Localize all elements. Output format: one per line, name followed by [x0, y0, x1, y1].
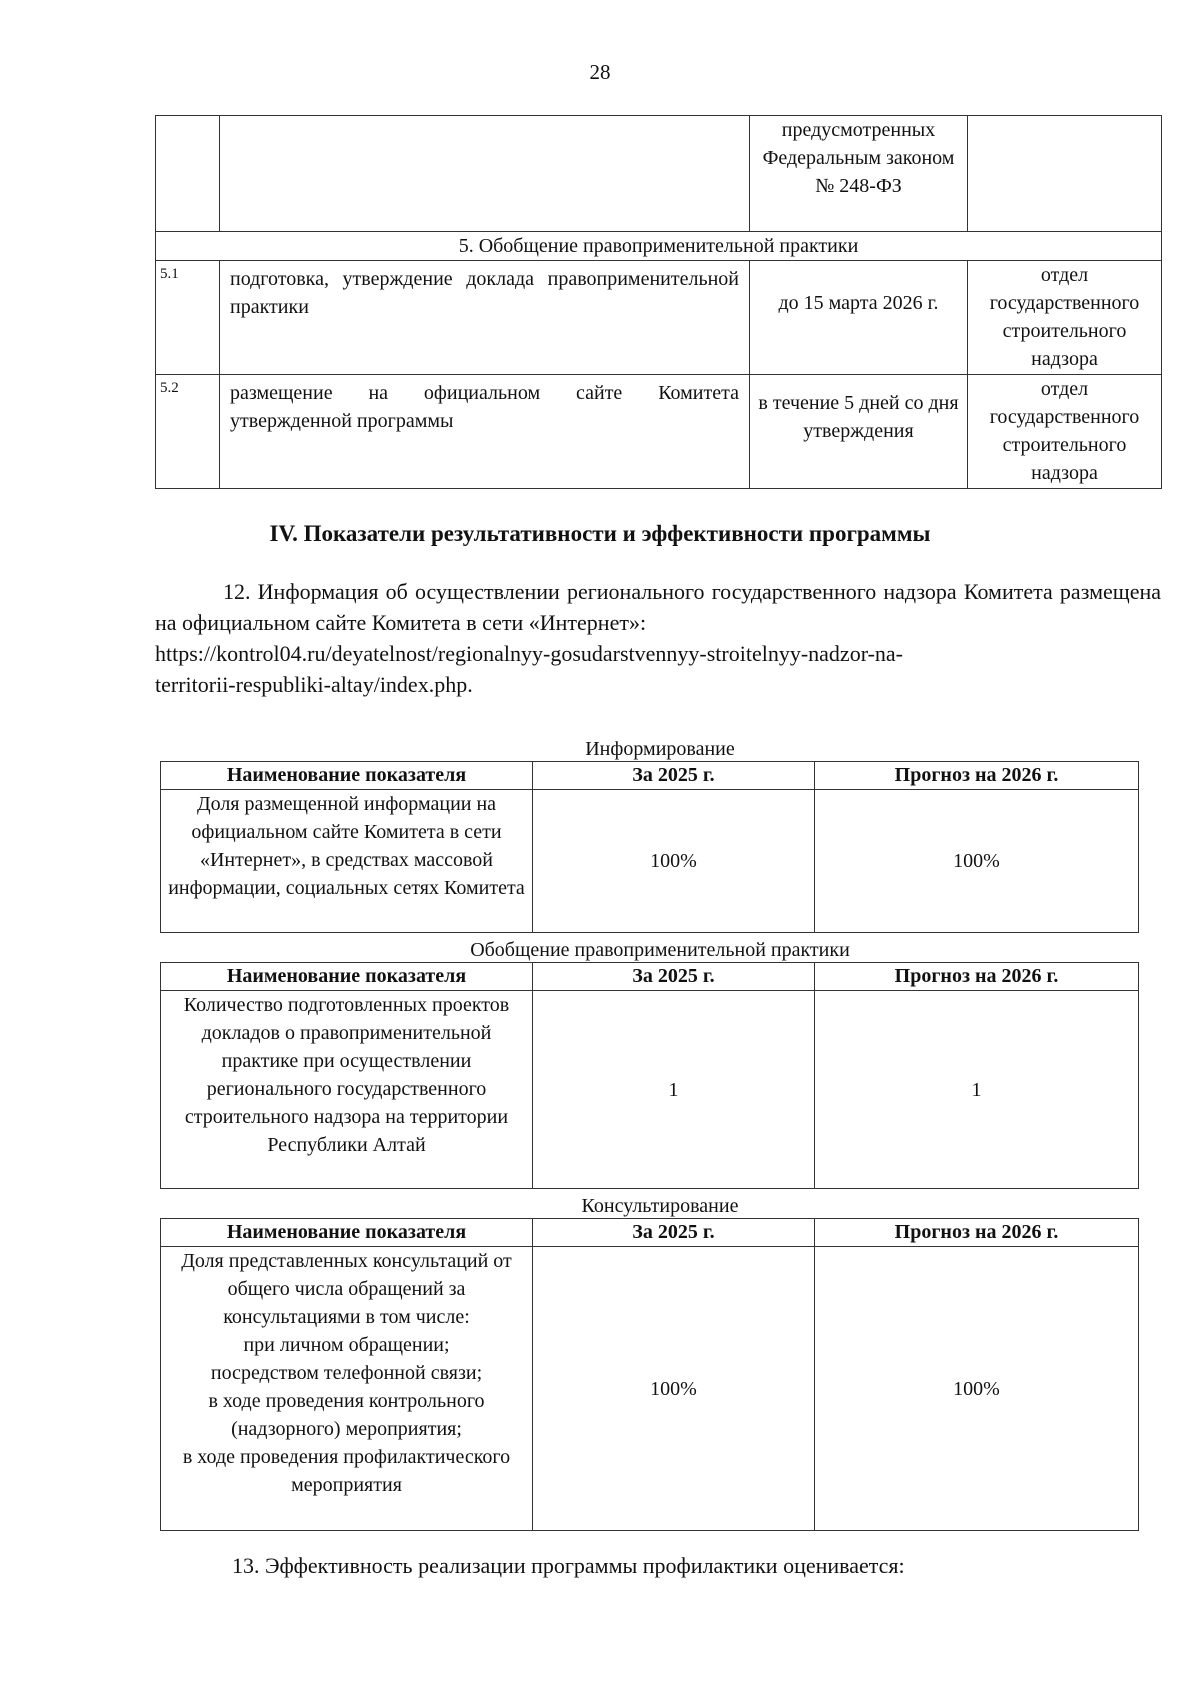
plan-table: [155, 115, 1162, 489]
list-item: при личном обращении;: [243, 1334, 450, 1356]
continuation-row: [156, 116, 1162, 232]
table-caption-informing: Информирование: [585, 738, 735, 760]
header-forecast: Прогноз на 2026 г.: [815, 1219, 1139, 1247]
value-forecast-2026: 1: [815, 991, 1139, 1189]
value-2025: 100%: [533, 1247, 815, 1531]
header-row: [161, 762, 1139, 790]
indicator-name: Количество подготовленных проектов докладов о правоприменительной практике при осуществлении регионального государственного строительного надзора на территории Республики Алтай: [161, 991, 533, 1189]
plan-row-activity: размещение на официальном сайте Комитета утвержденной программы: [220, 375, 750, 489]
header-forecast: Прогноз на 2026 г.: [815, 762, 1139, 790]
indicator-name: Доля представленных консультаций от общего числа обращений за консультациями в том числе:: [181, 1250, 512, 1328]
table-row: [161, 991, 1139, 1189]
section-5-title: 5. Обобщение правоприменительной практики: [156, 232, 1162, 261]
header-name: Наименование показателя: [161, 762, 533, 790]
plan-row-num: 5.2: [156, 375, 220, 489]
paragraph-13: 13. Эффективность реализации программы профилактики оценивается:: [232, 1553, 905, 1578]
section-heading: IV. Показатели результативности и эффективности программы: [269, 521, 931, 546]
header-2025: За 2025 г.: [533, 963, 815, 991]
list-item: в ходе проведения профилактического мероприятия: [182, 1446, 511, 1496]
header-name: Наименование показателя: [161, 963, 533, 991]
value-forecast-2026: 100%: [815, 1247, 1139, 1531]
continuation-responsible-cell: [968, 116, 1162, 232]
page-number: 28: [589, 60, 611, 84]
header-2025: За 2025 г.: [533, 1219, 815, 1247]
table-caption-consulting: Консультирование: [581, 1195, 739, 1217]
header-2025: За 2025 г.: [533, 762, 815, 790]
indicator-name-cell: [161, 1247, 533, 1531]
plan-row-responsible: отдел государственного строительного надзора: [968, 375, 1162, 489]
continuation-activity-cell: [220, 116, 750, 232]
table-row: [161, 790, 1139, 933]
value-2025: 100%: [533, 790, 815, 933]
paragraph-12-url-line-1: https://kontrol04.ru/deyatelnost/regionalnyy-gosudarstvennyy-stroitelnyy-nadzor-na-: [155, 641, 903, 666]
section-5-row: [156, 232, 1162, 261]
paragraph-12: [155, 576, 1161, 700]
plan-row-activity: подготовка, утверждение доклада правоприменительной практики: [220, 261, 750, 375]
list-item: в ходе проведения контрольного (надзорного) мероприятия;: [208, 1390, 485, 1440]
table-row: [161, 1247, 1139, 1531]
paragraph-12-text: 12. Информация об осуществлении регионального государственного надзора Комитета размещена на официальном сайте Комитета в сети «Интернет»:: [155, 579, 1161, 635]
indicator-table-consulting: [160, 1218, 1139, 1531]
continuation-num-cell: [156, 116, 220, 232]
indicator-name: Доля размещенной информации на официальном сайте Комитета в сети «Интернет», в средствах массовой информации, социальных сетях Комитета: [161, 790, 533, 933]
plan-row-num: 5.1: [156, 261, 220, 375]
value-2025: 1: [533, 991, 815, 1189]
continuation-deadline-cell: предусмотренных Федеральным законом № 248-ФЗ: [750, 116, 968, 232]
plan-row-5-1: [156, 261, 1162, 375]
header-name: Наименование показателя: [161, 1219, 533, 1247]
plan-row-deadline: в течение 5 дней со дня утверждения: [750, 375, 968, 489]
header-forecast: Прогноз на 2026 г.: [815, 963, 1139, 991]
list-item: посредством телефонной связи;: [210, 1362, 483, 1384]
plan-row-deadline: до 15 марта 2026 г.: [750, 261, 968, 375]
indicator-table-law-practice: [160, 962, 1139, 1189]
table-caption-law-practice: Обобщение правоприменительной практики: [470, 939, 850, 961]
paragraph-12-url-line-2: territorii-respubliki-altay/index.php.: [155, 672, 473, 697]
header-row: [161, 1219, 1139, 1247]
plan-row-responsible: отдел государственного строительного надзора: [968, 261, 1162, 375]
header-row: [161, 963, 1139, 991]
indicator-table-informing: [160, 761, 1139, 933]
plan-row-5-2: [156, 375, 1162, 489]
value-forecast-2026: 100%: [815, 790, 1139, 933]
